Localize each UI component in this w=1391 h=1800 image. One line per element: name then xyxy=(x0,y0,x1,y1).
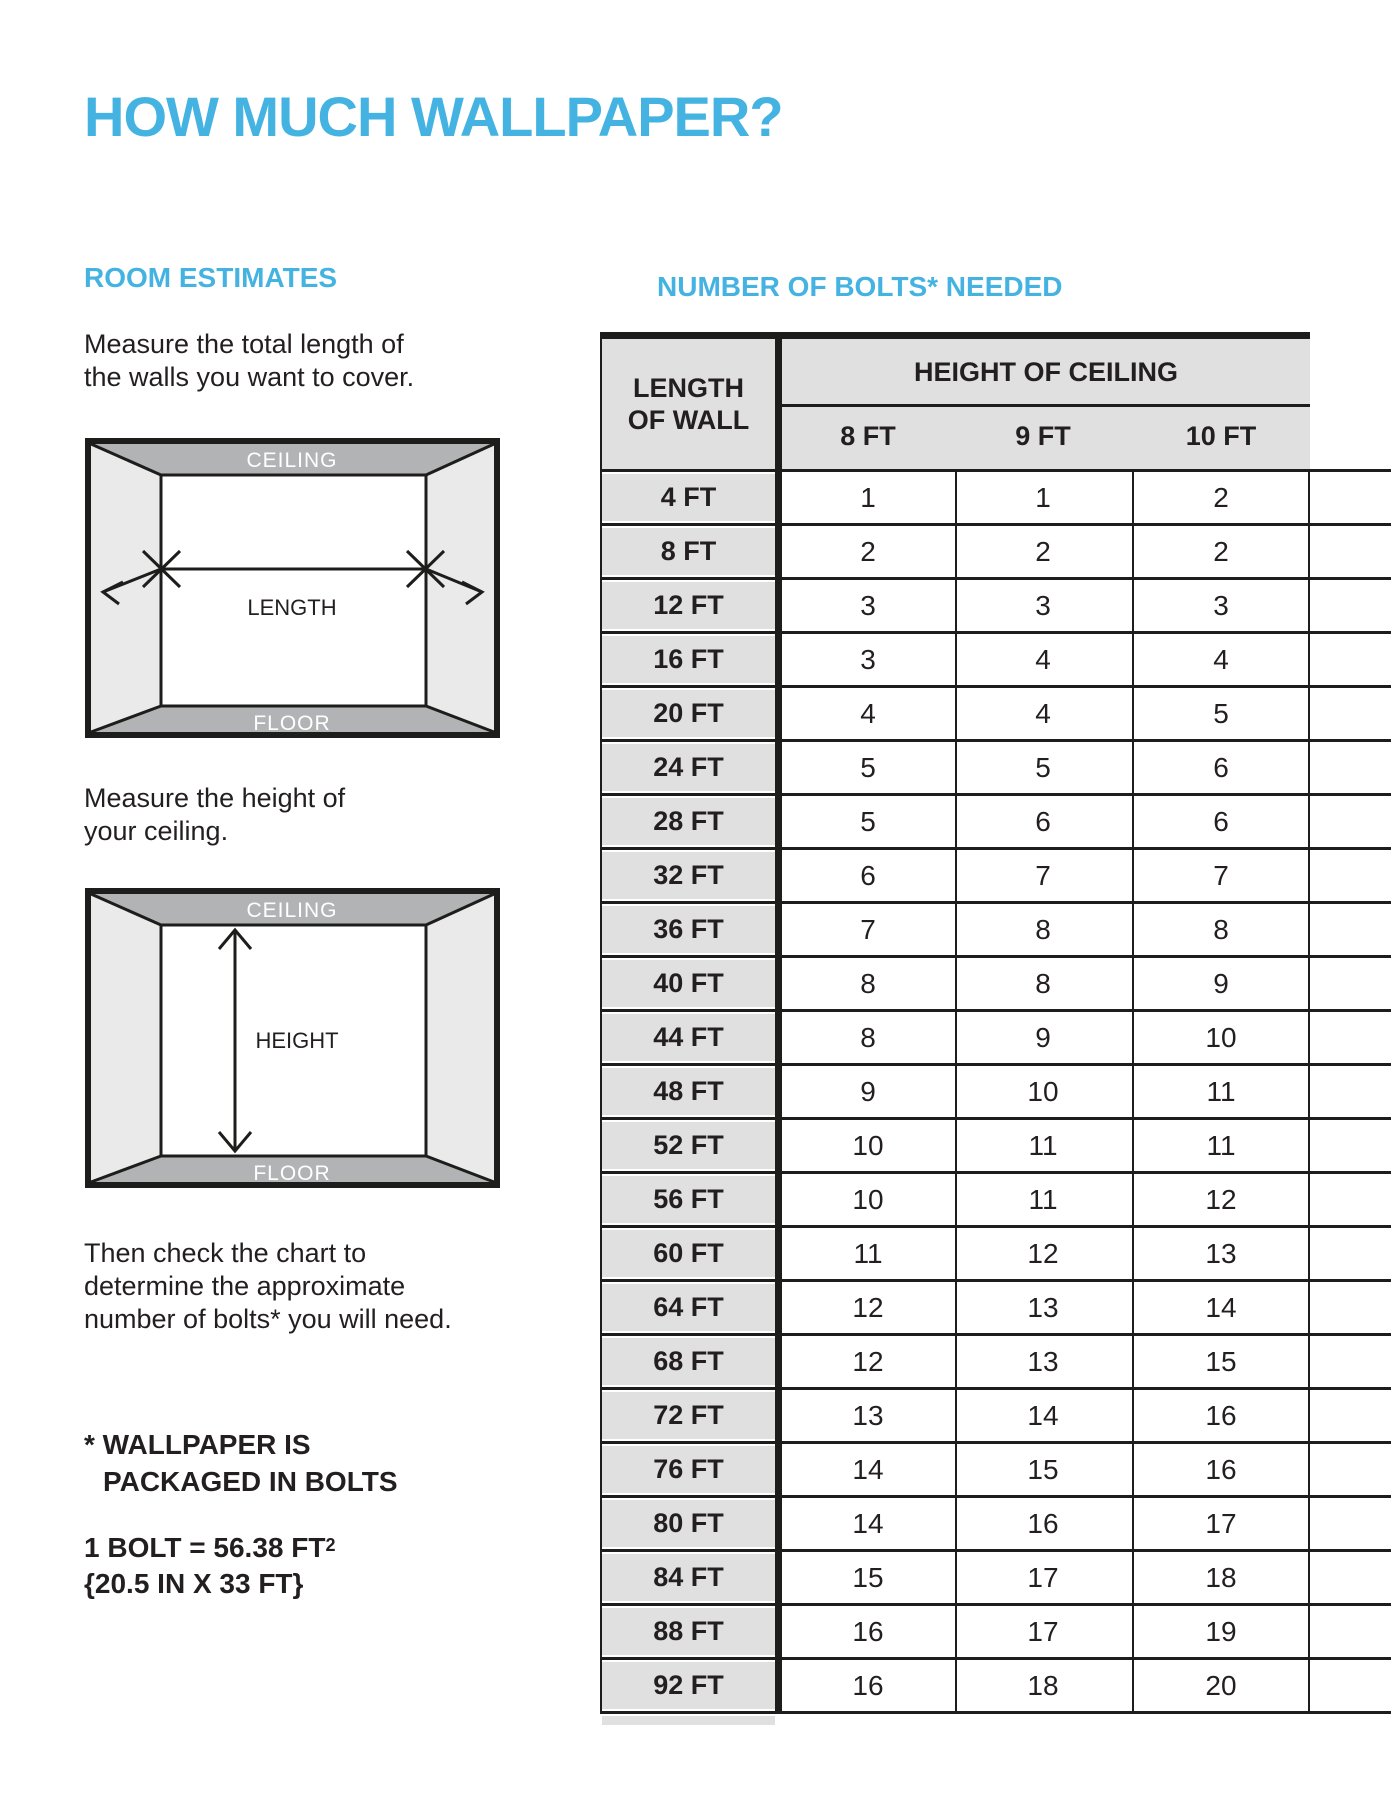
para-check-chart-line2: determine the approximate xyxy=(84,1271,406,1301)
cell-value: 5 xyxy=(860,806,876,837)
table-divider xyxy=(775,332,782,1714)
cell-value: 3 xyxy=(860,644,876,675)
cell-value: 18 xyxy=(1205,1562,1237,1593)
cell-value: 5 xyxy=(1035,752,1051,783)
row-label: 80 FT xyxy=(602,1500,775,1547)
cell-value: 16 xyxy=(1205,1400,1237,1431)
row-label: 88 FT xyxy=(602,1608,775,1655)
cell-value: 10 xyxy=(852,1130,884,1161)
row-label: 24 FT xyxy=(602,744,775,791)
cell-value: 4 xyxy=(1035,698,1051,729)
cell-value: 11 xyxy=(1028,1184,1058,1215)
table-footer-gray-strip xyxy=(602,1716,775,1725)
para-measure-height xyxy=(84,782,345,848)
cell-value: 17 xyxy=(1027,1616,1059,1647)
cell-value: 7 xyxy=(860,914,876,945)
col-header-9ft: 9 FT xyxy=(1015,421,1071,451)
cell-value: 8 xyxy=(860,1022,876,1053)
cell-value: 20 xyxy=(1205,1670,1237,1701)
cell-value: 17 xyxy=(1027,1562,1059,1593)
cell-value: 12 xyxy=(1027,1238,1059,1269)
row-label: 84 FT xyxy=(602,1554,775,1601)
cell-value: 15 xyxy=(1027,1454,1059,1485)
cell-value: 4 xyxy=(1213,644,1229,675)
cell-value: 14 xyxy=(1205,1292,1237,1323)
cell-value: 7 xyxy=(1213,860,1229,891)
table-bottom-line xyxy=(600,1711,1391,1714)
bolt-spec xyxy=(84,1527,335,1602)
cell-value: 5 xyxy=(860,752,876,783)
row-header-line1: LENGTH xyxy=(633,373,744,403)
bolt-spec-sup: 2 xyxy=(325,1535,336,1555)
row-header-text xyxy=(602,339,775,469)
floor-label: FLOOR xyxy=(253,1162,331,1185)
cell-value: 10 xyxy=(852,1184,884,1215)
cell-value: 13 xyxy=(852,1400,884,1431)
bolts-table xyxy=(600,332,1391,1727)
cell-value: 9 xyxy=(1035,1022,1051,1053)
cell-value: 12 xyxy=(852,1346,884,1377)
row-label: 4 FT xyxy=(602,474,775,521)
bolts-footnote-line2: PACKAGED IN BOLTS xyxy=(103,1466,398,1497)
cell-value: 10 xyxy=(1027,1076,1059,1107)
row-label: 52 FT xyxy=(602,1122,775,1169)
cell-value: 15 xyxy=(852,1562,884,1593)
cell-value: 8 xyxy=(1213,914,1229,945)
ceiling-label: CEILING xyxy=(246,449,338,472)
cell-value: 16 xyxy=(1027,1508,1059,1539)
row-label: 8 FT xyxy=(602,528,775,575)
left-wall xyxy=(91,894,161,1182)
cell-value: 16 xyxy=(852,1670,884,1701)
cell-value: 10 xyxy=(1205,1022,1237,1053)
col-line-2 xyxy=(1132,472,1134,1711)
col-header-10ft: 10 FT xyxy=(1185,421,1257,451)
cell-value: 4 xyxy=(1035,644,1051,675)
cell-value: 2 xyxy=(1035,536,1051,567)
cell-value: 3 xyxy=(1035,590,1051,621)
cell-value: 8 xyxy=(1035,914,1051,945)
bolt-spec-line2: {20.5 IN X 33 FT} xyxy=(84,1568,304,1599)
cell-value: 13 xyxy=(1205,1238,1237,1269)
cell-value: 14 xyxy=(1027,1400,1059,1431)
cell-value: 6 xyxy=(1213,752,1229,783)
cell-value: 7 xyxy=(1035,860,1051,891)
cell-value: 6 xyxy=(1035,806,1051,837)
cell-value: 2 xyxy=(860,536,876,567)
ceiling-label: CEILING xyxy=(246,899,338,922)
page-title: HOW MUCH WALLPAPER? xyxy=(84,85,783,148)
cell-value: 14 xyxy=(852,1508,884,1539)
col-group-header-text: HEIGHT OF CEILING xyxy=(913,356,1178,387)
row-label: 56 FT xyxy=(602,1176,775,1223)
para-check-chart-line3: number of bolts* you will need. xyxy=(84,1304,452,1334)
row-label: 28 FT xyxy=(602,798,775,845)
cell-value: 1 xyxy=(1035,482,1051,513)
cell-value: 3 xyxy=(860,590,876,621)
row-label: 36 FT xyxy=(602,906,775,953)
right-wall xyxy=(426,444,494,732)
cell-value: 13 xyxy=(1027,1346,1059,1377)
row-label: 12 FT xyxy=(602,582,775,629)
bolts-footnote-line1: * WALLPAPER IS xyxy=(84,1429,311,1460)
cell-value: 1 xyxy=(860,482,876,513)
cell-value: 3 xyxy=(1213,590,1229,621)
length-label: LENGTH xyxy=(247,595,337,620)
cell-value: 16 xyxy=(1205,1454,1237,1485)
col-line-3 xyxy=(1308,472,1310,1711)
cell-value: 5 xyxy=(1213,698,1229,729)
cell-value: 18 xyxy=(1027,1670,1059,1701)
cell-value: 4 xyxy=(860,698,876,729)
cell-value: 17 xyxy=(1205,1508,1237,1539)
bolts-footnote xyxy=(84,1426,398,1500)
cell-value: 9 xyxy=(860,1076,876,1107)
cell-value: 8 xyxy=(860,968,876,999)
cell-value: 16 xyxy=(852,1616,884,1647)
para-measure-height-line1: Measure the height of xyxy=(84,783,346,813)
cell-value: 12 xyxy=(1205,1184,1237,1215)
table-top-border xyxy=(600,332,1310,339)
room-height-diagram xyxy=(85,888,500,1188)
para-check-chart xyxy=(84,1237,452,1336)
cell-value: 13 xyxy=(1027,1292,1059,1323)
col-header-8ft: 8 FT xyxy=(840,421,896,451)
row-label: 92 FT xyxy=(602,1662,775,1709)
cell-value: 8 xyxy=(1035,968,1051,999)
row-label: 40 FT xyxy=(602,960,775,1007)
row-label: 16 FT xyxy=(602,636,775,683)
cell-value: 2 xyxy=(1213,536,1229,567)
cell-value: 6 xyxy=(1213,806,1229,837)
col-line-1 xyxy=(955,472,957,1711)
cell-value: 9 xyxy=(1213,968,1229,999)
subheader-band xyxy=(782,407,1310,469)
row-label: 32 FT xyxy=(602,852,775,899)
row-label: 76 FT xyxy=(602,1446,775,1493)
row-label: 64 FT xyxy=(602,1284,775,1331)
bolts-needed-heading: NUMBER OF BOLTS* NEEDED xyxy=(657,271,1063,302)
para-measure-length xyxy=(84,328,414,394)
row-label: 72 FT xyxy=(602,1392,775,1439)
room-estimates-heading: ROOM ESTIMATES xyxy=(84,262,338,293)
cell-value: 11 xyxy=(1206,1076,1236,1107)
cell-value: 11 xyxy=(853,1238,883,1269)
row-label: 48 FT xyxy=(602,1068,775,1115)
cell-value: 11 xyxy=(1206,1130,1236,1161)
cell-value: 19 xyxy=(1205,1616,1237,1647)
floor-label: FLOOR xyxy=(253,712,331,735)
back-wall xyxy=(161,475,426,706)
cell-value: 12 xyxy=(852,1292,884,1323)
cell-value: 11 xyxy=(1028,1130,1058,1161)
cell-value: 6 xyxy=(860,860,876,891)
row-label: 68 FT xyxy=(602,1338,775,1385)
para-measure-length-line1: Measure the total length of xyxy=(84,329,404,359)
left-wall xyxy=(91,444,161,732)
row-header-line2: OF WALL xyxy=(627,405,750,435)
height-label: HEIGHT xyxy=(255,1028,339,1053)
para-check-chart-line1: Then check the chart to xyxy=(84,1238,367,1268)
row-label: 60 FT xyxy=(602,1230,775,1277)
right-wall xyxy=(426,894,494,1182)
row-label: 20 FT xyxy=(602,690,775,737)
row-label: 44 FT xyxy=(602,1014,775,1061)
para-measure-height-line2: your ceiling. xyxy=(84,816,229,846)
cell-value: 14 xyxy=(852,1454,884,1485)
cell-value: 2 xyxy=(1213,482,1229,513)
para-measure-length-line2: the walls you want to cover. xyxy=(84,362,415,392)
cell-value: 15 xyxy=(1205,1346,1237,1377)
bolt-spec-line1: 1 BOLT = 56.38 FT xyxy=(84,1532,326,1563)
room-length-diagram xyxy=(85,438,500,738)
